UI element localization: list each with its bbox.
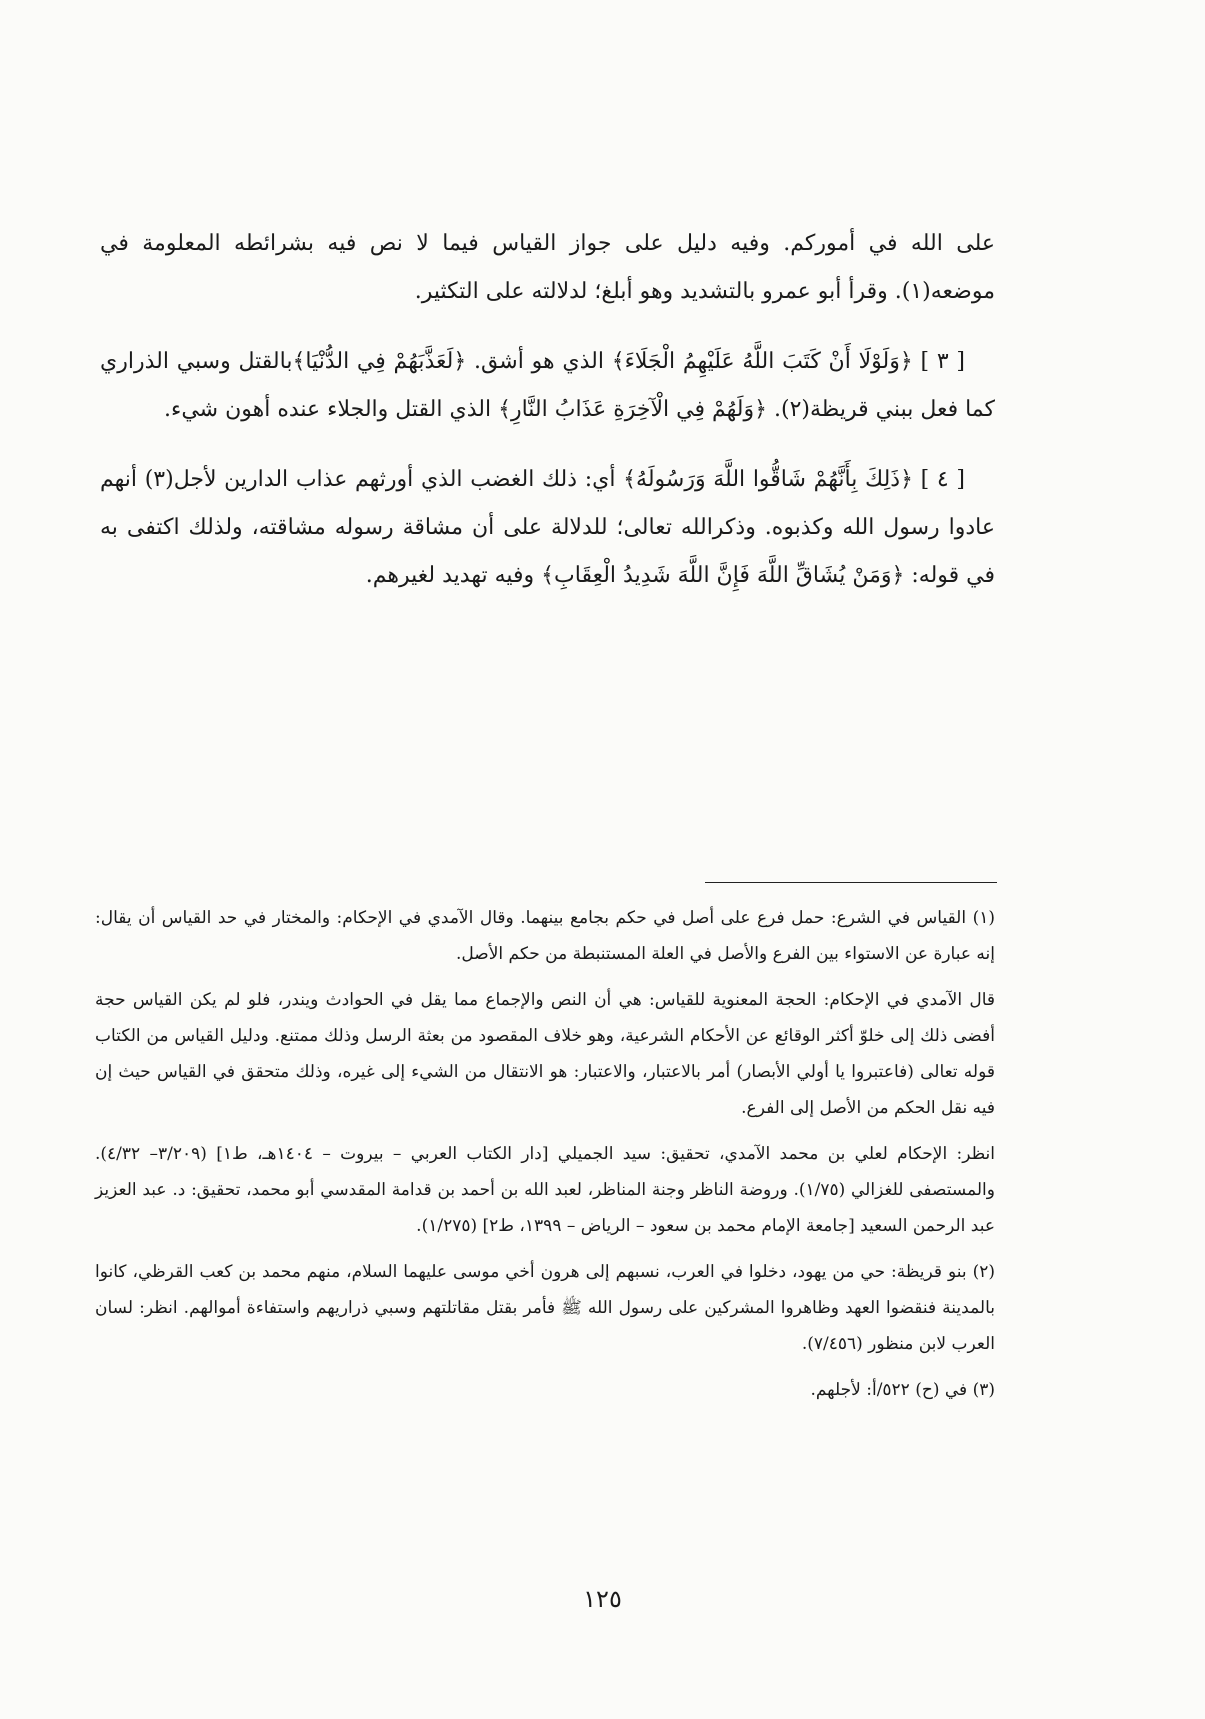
paragraph-1: على الله في أموركم. وفيه دليل على جواز القياس فيما لا نص فيه بشرائطه المعلومة في موضعه(١). وقرأ أبو عمرو بالتشديد وهو أبلغ؛ لدلالته على التكثير. [100,231,995,304]
paragraph-verse-4: [ ٤ ] ﴿ذَلِكَ بِأَنَّهُمْ شَاقُّوا اللَّهَ وَرَسُولَهُ﴾ أي: ذلك الغضب الذي أورثهم عذاب الدارين لأجل(٣) أنهم عادوا رسول الله وكذبوه. وذكرالله تعالى؛ للدلالة على أن مشاقة رسوله مشاقته، ولذلك اكتفى به في قوله: ﴿وَمَنْ يُشَاقِّ اللَّهَ فَإِنَّ اللَّهَ شَدِيدُ الْعِقَابِ﴾ وفيه تهديد لغيرهم. [100,467,996,588]
paragraph-verse-3: [ ٣ ] ﴿وَلَوْلَا أَنْ كَتَبَ اللَّهُ عَلَيْهِمُ الْجَلَاءَ﴾ الذي هو أشق. ﴿لَعَذَّبَهُمْ فِي الدُّنْيَا﴾بالقتل وسبي الذراري كما فعل ببني قريظة(٢). ﴿وَلَهُمْ فِي الْآخِرَةِ عَذَابُ النَّارِ﴾ الذي القتل والجلاء عنده أهون شيء. [100,349,995,422]
page-number: ١٢٥ [583,1585,622,1613]
footnotes [95,900,995,1418]
footnote-separator [705,882,997,883]
footnote-2: (٢) بنو قريظة: حي من يهود، دخلوا في العرب، نسبهم إلى هرون أخي موسى عليهما السلام، منهم محمد بن كعب القرظي، كانوا بالمدينة فنقضوا العهد وظاهروا المشركين على رسول الله ﷺ فأمر بقتل مقاتلتهم وسبي ذراريهم واستفاءة أموالهم. انظر: لسان العرب لابن منظور (٧/٤٥٦). [95,1262,995,1354]
footnote-1-references: انظر: الإحكام لعلي بن محمد الآمدي، تحقيق: سيد الجميلي [دار الكتاب العربي – بيروت – ١٤٠٤هـ، ط١] (٣/٢٠٩– ٤/٣٢). والمستصفى للغزالي (١/٧٥). وروضة الناظر وجنة المناظر، لعبد الله بن أحمد بن قدامة المقدسي أبو محمد، تحقيق: د. عبد العزيز عبد الرحمن السعيد [جامعة الإمام محمد بن سعود – الرياض – ١٣٩٩، ط٢] (١/٢٧٥). [95,1144,996,1236]
footnote-1-continued: قال الآمدي في الإحكام: الحجة المعنوية للقياس: هي أن النص والإجماع مما يقل في الحوادث ويندر، فلو لم يكن القياس حجة أفضى ذلك إلى خلوّ أكثر الوقائع عن الأحكام الشرعية، وهو خلاف المقصود من بعثة الرسل وذلك ممتنع. ودليل القياس من الكتاب قوله تعالى (فاعتبروا يا أولي الأبصار) أمر بالاعتبار، والاعتبار: هو الانتقال من الشيء إلى غيره، وذلك متحقق في القياس حيث إن فيه نقل الحكم من الأصل إلى الفرع. [95,990,995,1118]
main-text [100,220,995,622]
footnote-3: (٣) في (ح) ٥٢٢/أ: لأجلهم. [810,1380,995,1400]
footnote-1: (١) القياس في الشرع: حمل فرع على أصل في حكم بجامع بينهما. وقال الآمدي في الإحكام: والمختار في حد القياس أن يقال: إنه عبارة عن الاستواء بين الفرع والأصل في العلة المستنبطة من حكم الأصل. [95,908,995,964]
